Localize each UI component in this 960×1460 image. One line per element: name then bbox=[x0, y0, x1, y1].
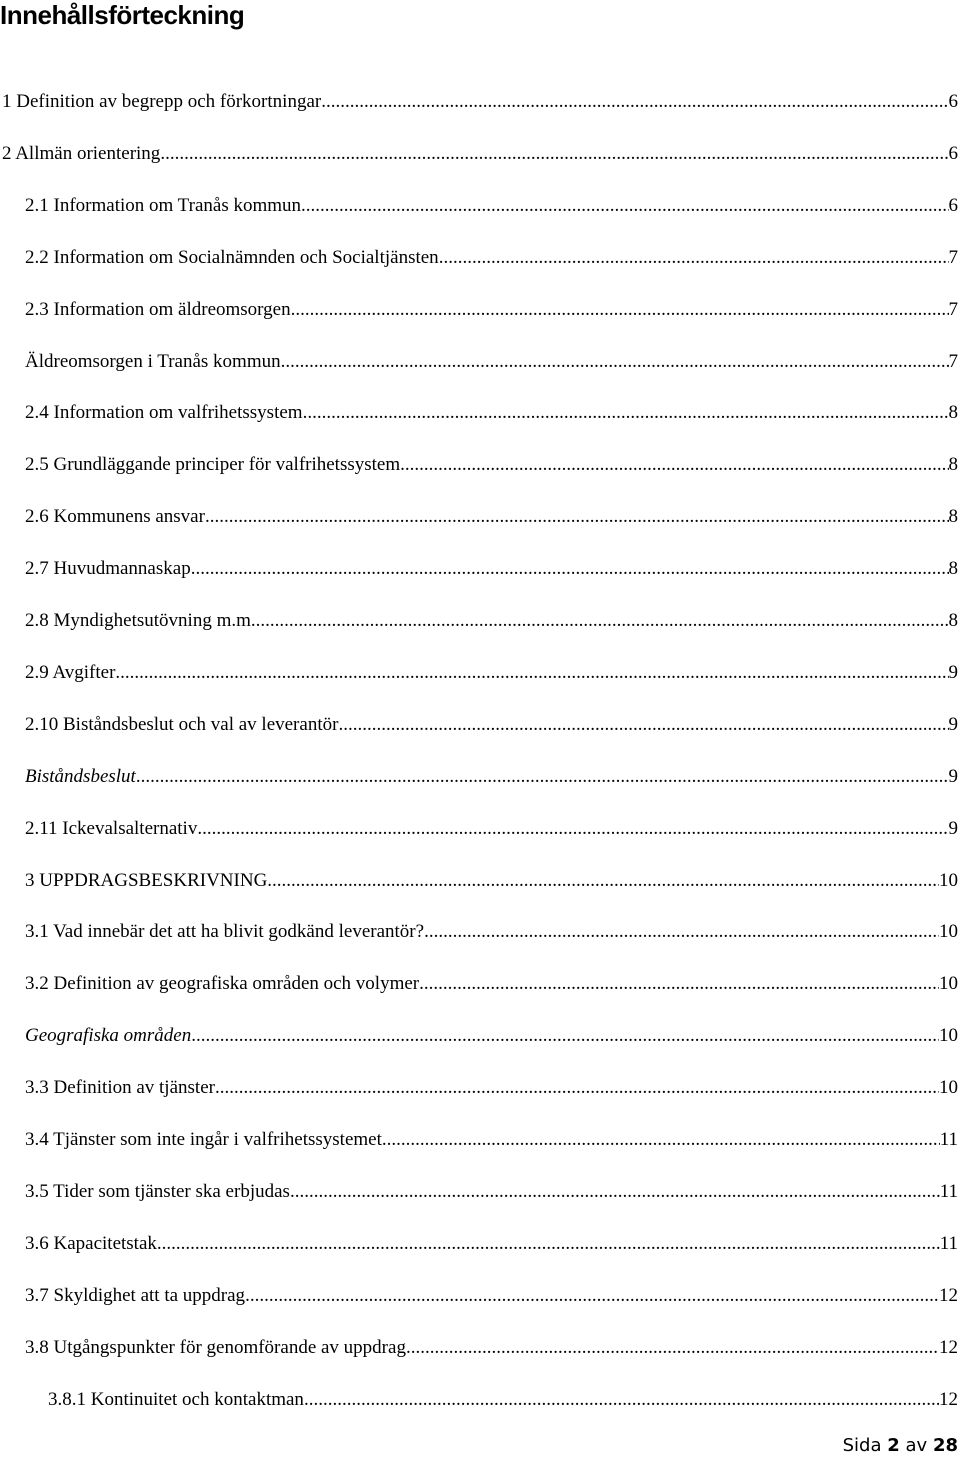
toc-dot-leader bbox=[400, 453, 948, 477]
toc-entry-label: 3.7 Skyldighet att ta uppdrag bbox=[25, 1284, 246, 1306]
toc-entry-label: Biståndsbeslut bbox=[25, 765, 136, 787]
toc-entry-label: 3.8.1 Kontinuitet och kontaktman bbox=[48, 1388, 304, 1410]
toc-entry-page-number: 7 bbox=[948, 298, 958, 320]
toc-entry[interactable] bbox=[25, 401, 960, 425]
toc-entry-label: 3.4 Tjänster som inte ingår i valfrihetssystemet bbox=[25, 1129, 382, 1150]
toc-dot-leader bbox=[267, 869, 939, 893]
toc-entry[interactable] bbox=[25, 1180, 960, 1204]
toc-entry-page-number: 10 bbox=[939, 973, 958, 995]
footer-separator: av bbox=[905, 1435, 928, 1456]
toc-entry-label: 2 Allmän orientering bbox=[2, 142, 161, 164]
toc-entry-page-number: 9 bbox=[948, 765, 958, 787]
toc-dot-leader bbox=[439, 246, 949, 270]
toc-dot-leader bbox=[301, 194, 948, 218]
toc-entry[interactable] bbox=[25, 920, 960, 944]
toc-entry-page-number: 10 bbox=[939, 1077, 958, 1099]
toc-entry-page-number: 8 bbox=[948, 558, 958, 580]
toc-entry-page-number: 8 bbox=[948, 506, 958, 528]
toc-entry-label: 3.2 Definition av geografiska områden och volymer bbox=[25, 973, 420, 995]
toc-entry[interactable] bbox=[25, 1232, 960, 1256]
toc-entry-page-number: 11 bbox=[939, 1232, 958, 1254]
toc-entry[interactable] bbox=[25, 1336, 960, 1360]
toc-entry-page-number: 10 bbox=[939, 921, 958, 943]
toc-entry-page-number: 9 bbox=[948, 713, 958, 735]
footer-current-page: 2 bbox=[887, 1435, 900, 1456]
toc-dot-leader bbox=[338, 713, 948, 737]
page-footer bbox=[843, 1434, 958, 1458]
toc-entry-label: 2.3 Information om äldreomsorgen bbox=[25, 298, 291, 320]
toc-entry-label: 3.6 Kapacitetstak bbox=[25, 1232, 157, 1254]
toc-entry[interactable] bbox=[48, 1388, 960, 1412]
toc-entry[interactable] bbox=[25, 298, 960, 322]
toc-dot-leader bbox=[419, 972, 939, 996]
toc-entry[interactable] bbox=[25, 661, 960, 685]
toc-entry-label: Äldreomsorgen i Tranås kommun bbox=[25, 350, 281, 372]
toc-entry[interactable] bbox=[25, 1076, 960, 1100]
page-title: Innehållsförteckning bbox=[0, 0, 245, 30]
toc-entry-page-number: 11 bbox=[939, 1180, 958, 1202]
toc-entry[interactable] bbox=[25, 1284, 960, 1308]
toc-entry[interactable] bbox=[2, 90, 960, 114]
toc-entry-label: 1 Definition av begrepp och förkortningar bbox=[2, 91, 322, 112]
toc-dot-leader bbox=[424, 920, 939, 944]
toc-entry-label: 3.1 Vad innebär det att ha blivit godkänd leverantör? bbox=[25, 921, 425, 943]
toc-entry-label: 2.8 Myndighetsutövning m.m. bbox=[25, 610, 256, 631]
toc-dot-leader bbox=[406, 1336, 939, 1360]
toc-entry-label: 2.4 Information om valfrihetssystem bbox=[25, 402, 303, 424]
toc-entry-page-number: 7 bbox=[948, 350, 958, 372]
toc-entry[interactable] bbox=[25, 765, 960, 789]
toc-entry-page-number: 6 bbox=[948, 194, 958, 216]
toc-entry-page-number: 8 bbox=[948, 454, 958, 476]
toc-dot-leader bbox=[304, 1388, 939, 1412]
toc-entry-page-number: 6 bbox=[948, 91, 958, 112]
toc-entry-page-number: 8 bbox=[948, 610, 958, 631]
toc-entry-page-number: 12 bbox=[939, 1388, 958, 1410]
toc-entry[interactable] bbox=[25, 557, 960, 581]
toc-entry-page-number: 9 bbox=[948, 661, 958, 683]
toc-entry-label: 2.1 Information om Tranås kommun bbox=[25, 194, 302, 216]
toc-entry[interactable] bbox=[2, 142, 960, 166]
toc-entry[interactable] bbox=[25, 1128, 960, 1152]
toc-dot-leader bbox=[157, 1232, 940, 1256]
toc-dot-leader bbox=[136, 765, 949, 789]
toc-entry-label: Geografiska områden bbox=[25, 1025, 192, 1047]
toc-entry[interactable] bbox=[25, 609, 960, 633]
toc-entry-label: 2.7 Huvudmannaskap bbox=[25, 558, 191, 580]
toc-entry[interactable] bbox=[25, 972, 960, 996]
toc-entry-page-number: 6 bbox=[948, 142, 958, 164]
toc-entry-label: 2.11 Ickevalsalternativ bbox=[25, 817, 198, 839]
toc-dot-leader bbox=[197, 817, 948, 841]
toc-entry[interactable] bbox=[25, 453, 960, 477]
toc-dot-leader bbox=[291, 298, 949, 322]
toc-dot-leader bbox=[160, 142, 948, 166]
toc-entry[interactable] bbox=[25, 713, 960, 737]
toc-dot-leader bbox=[321, 90, 948, 114]
toc-entry[interactable] bbox=[25, 246, 960, 270]
toc-entry[interactable] bbox=[25, 817, 960, 841]
footer-total-pages: 28 bbox=[932, 1435, 958, 1456]
toc-entry-label: 2.5 Grundläggande principer för valfrihetssystem bbox=[25, 454, 401, 476]
toc-dot-leader bbox=[215, 1076, 939, 1100]
toc-dot-leader bbox=[205, 505, 949, 529]
toc-entry-label: 2.2 Information om Socialnämnden och Socialtjänsten bbox=[25, 246, 439, 268]
toc-entry[interactable] bbox=[25, 194, 960, 218]
toc-entry-page-number: 7 bbox=[948, 246, 958, 268]
toc-entry-page-number: 11 bbox=[939, 1129, 958, 1150]
toc-entry-label: 2.9 Avgifter bbox=[25, 661, 116, 683]
toc-entry-page-number: 10 bbox=[939, 869, 958, 891]
toc-entry-label: 3.3 Definition av tjänster bbox=[25, 1077, 215, 1099]
toc-dot-leader bbox=[382, 1128, 940, 1152]
toc-entry-label: 2.6 Kommunens ansvar bbox=[25, 506, 205, 528]
footer-prefix: Sida bbox=[842, 1435, 882, 1456]
toc-entry[interactable] bbox=[25, 869, 960, 893]
toc-entry[interactable] bbox=[25, 1024, 960, 1048]
toc-entry-page-number: 8 bbox=[948, 402, 958, 424]
toc-dot-leader bbox=[281, 350, 949, 374]
toc-entry-page-number: 12 bbox=[939, 1336, 958, 1358]
toc-dot-leader bbox=[115, 661, 948, 685]
toc-dot-leader bbox=[303, 401, 949, 425]
toc-entry-page-number: 10 bbox=[939, 1025, 958, 1047]
toc-entry[interactable] bbox=[25, 350, 960, 374]
toc-entry-page-number: 12 bbox=[939, 1284, 958, 1306]
toc-entry-label: 3.5 Tider som tjänster ska erbjudas bbox=[25, 1180, 290, 1202]
toc-dot-leader bbox=[256, 609, 949, 633]
toc-entry-label: 3.8 Utgångspunkter för genomförande av uppdrag bbox=[25, 1336, 406, 1358]
toc-dot-leader bbox=[245, 1284, 939, 1308]
toc-dot-leader bbox=[290, 1180, 940, 1204]
toc-entry-label: 2.10 Biståndsbeslut och val av leverantör bbox=[25, 713, 339, 735]
toc-entry-page-number: 9 bbox=[948, 817, 958, 839]
toc-entry-label: 3 UPPDRAGSBESKRIVNING bbox=[25, 869, 268, 891]
toc-dot-leader bbox=[191, 1024, 939, 1048]
toc-dot-leader bbox=[191, 557, 949, 581]
toc-entry[interactable] bbox=[25, 505, 960, 529]
